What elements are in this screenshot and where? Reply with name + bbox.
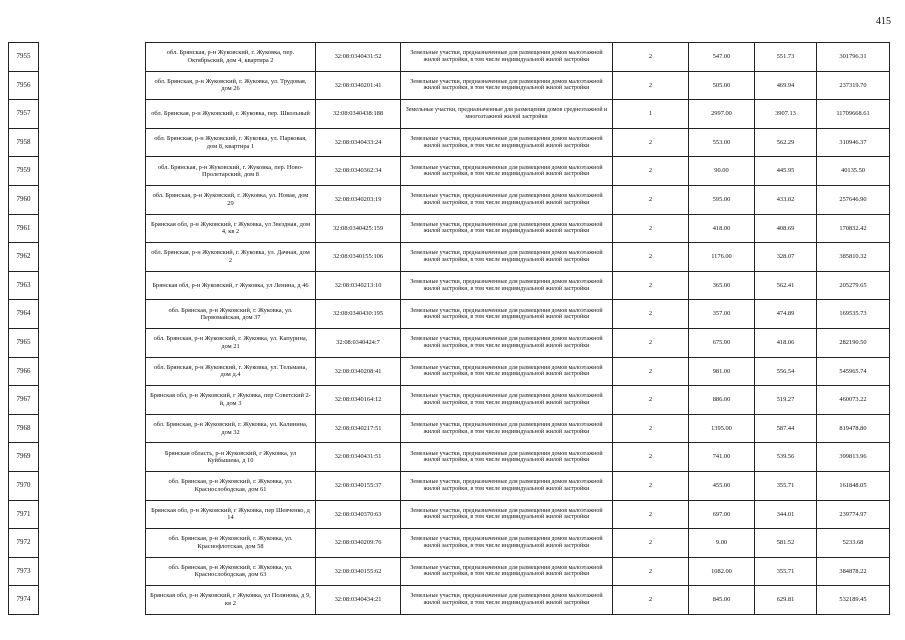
cadastral-value-cell: 205279.65	[817, 271, 890, 300]
row-number: 7972	[9, 529, 39, 558]
blank-cell	[39, 557, 146, 586]
land-use-cell: Земельные участки, предназначенные для размещения домов малоэтажной жилой застройки, в том числе индивидуальной жилой застройки	[401, 557, 613, 586]
group-cell: 2	[613, 557, 689, 586]
cadastral-number-cell: 32:08:0340425:159	[316, 214, 401, 243]
cadastral-value-cell: 161848.05	[817, 471, 890, 500]
row-number: 7961	[9, 214, 39, 243]
blank-cell	[39, 586, 146, 615]
cadastral-number-cell: 32:08:0340155:62	[316, 557, 401, 586]
table-row	[9, 43, 890, 72]
address-cell: обл. Брянская, р-н Жуковский, г. Жуковка, ул. Краснослободская, дом 63	[146, 557, 316, 586]
area-cell: 1395.00	[689, 414, 755, 443]
group-cell: 2	[613, 71, 689, 100]
address-cell: обл. Брянская, р-н Жуковский, г. Жуковка, ул. Краснофлотская, дом 58	[146, 529, 316, 558]
cadastral-number-cell: 32:08:0340213:10	[316, 271, 401, 300]
area-cell: 1176.00	[689, 243, 755, 272]
group-cell: 2	[613, 214, 689, 243]
table-row	[9, 357, 890, 386]
specific-value-cell: 328.07	[755, 243, 817, 272]
cadastral-number-cell: 32:08:0340201:41	[316, 71, 401, 100]
table-row	[9, 214, 890, 243]
cadastral-value-cell: 460073.22	[817, 386, 890, 415]
blank-cell	[39, 214, 146, 243]
land-use-cell: Земельные участки, предназначенные для размещения домов малоэтажной жилой застройки, в том числе индивидуальной жилой застройки	[401, 500, 613, 529]
land-use-cell: Земельные участки, предназначенные для размещения домов малоэтажной жилой застройки, в том числе индивидуальной жилой застройки	[401, 357, 613, 386]
cadastral-value-cell: 169535.73	[817, 300, 890, 329]
address-cell: Брянская область, р-н Жуковский, г Жуковка, ул Куйбышева, д 10	[146, 443, 316, 472]
blank-cell	[39, 43, 146, 72]
cadastral-value-cell: 301796.31	[817, 43, 890, 72]
cadastral-number-cell: 32:08:0340208:41	[316, 357, 401, 386]
group-cell: 2	[613, 185, 689, 214]
table-row	[9, 271, 890, 300]
address-cell: обл. Брянская, р-н Жуковский, г. Жуковка, ул. Новая, дом 29	[146, 185, 316, 214]
group-cell: 2	[613, 443, 689, 472]
blank-cell	[39, 185, 146, 214]
address-cell: обл. Брянская, р-н Жуковский, г. Жуковка, ул. Трудовая, дом 26	[146, 71, 316, 100]
cadastral-value-cell: 532189.45	[817, 586, 890, 615]
address-cell: Брянская обл, р-н Жуковский, г Жуковка, ул Ленина, д 46	[146, 271, 316, 300]
group-cell: 2	[613, 357, 689, 386]
specific-value-cell: 418.06	[755, 328, 817, 357]
cadastral-value-cell: 545965.74	[817, 357, 890, 386]
row-number: 7968	[9, 414, 39, 443]
blank-cell	[39, 529, 146, 558]
blank-cell	[39, 71, 146, 100]
land-use-cell: Земельные участки, предназначенные для размещения домов малоэтажной жилой застройки, в том числе индивидуальной жилой застройки	[401, 471, 613, 500]
address-cell: обл. Брянская, р-н Жуковский, г. Жуковка, ул. Дачная, дом 2	[146, 243, 316, 272]
cadastral-value-table	[8, 42, 890, 615]
group-cell: 2	[613, 300, 689, 329]
row-number: 7957	[9, 100, 39, 129]
blank-cell	[39, 443, 146, 472]
land-use-cell: Земельные участки, предназначенные для размещения домов малоэтажной жилой застройки, в том числе индивидуальной жилой застройки	[401, 529, 613, 558]
cadastral-value-cell: 237319.70	[817, 71, 890, 100]
cadastral-number-cell: 32:08:0340431:52	[316, 43, 401, 72]
specific-value-cell: 474.89	[755, 300, 817, 329]
address-cell: Брянская обл, р-н Жуковский, г Жуковка, ул Звездная, дом 4, кв 2	[146, 214, 316, 243]
table-row	[9, 557, 890, 586]
address-cell: обл. Брянская, р-н Жуковский, г. Жуковка, ул. Первомайская, дом 37	[146, 300, 316, 329]
table-body	[9, 43, 890, 615]
blank-cell	[39, 357, 146, 386]
row-number: 7973	[9, 557, 39, 586]
row-number: 7970	[9, 471, 39, 500]
address-cell: обл. Брянская, р-н Жуковский, г. Жуковка, пер. Школьный	[146, 100, 316, 129]
row-number: 7962	[9, 243, 39, 272]
group-cell: 2	[613, 328, 689, 357]
blank-cell	[39, 243, 146, 272]
specific-value-cell: 562.29	[755, 128, 817, 157]
table-row	[9, 71, 890, 100]
row-number: 7974	[9, 586, 39, 615]
group-cell: 2	[613, 271, 689, 300]
specific-value-cell: 629.81	[755, 586, 817, 615]
address-cell: Брянская обл, р-н Жуковский, г Жуковка, пер Советский 2-й, дом 3	[146, 386, 316, 415]
land-use-cell: Земельные участки, предназначенные для размещения домов малоэтажной жилой застройки, в том числе индивидуальной жилой застройки	[401, 157, 613, 186]
cadastral-number-cell: 32:08:0340362:34	[316, 157, 401, 186]
land-use-cell: Земельные участки, предназначенные для размещения домов малоэтажной жилой застройки, в том числе индивидуальной жилой застройки	[401, 128, 613, 157]
row-number: 7969	[9, 443, 39, 472]
land-use-cell: Земельные участки, предназначенные для размещения домов малоэтажной жилой застройки, в том числе индивидуальной жилой застройки	[401, 300, 613, 329]
table-row	[9, 443, 890, 472]
group-cell: 2	[613, 529, 689, 558]
blank-cell	[39, 500, 146, 529]
group-cell: 1	[613, 100, 689, 129]
table-row	[9, 414, 890, 443]
blank-cell	[39, 386, 146, 415]
cadastral-value-cell: 11709668.61	[817, 100, 890, 129]
specific-value-cell: 344.01	[755, 500, 817, 529]
cadastral-number-cell: 32:08:0340209:76	[316, 529, 401, 558]
cadastral-number-cell: 32:08:0340433:24	[316, 128, 401, 157]
land-use-cell: Земельные участки, предназначенные для размещения домов малоэтажной жилой застройки, в том числе индивидуальной жилой застройки	[401, 586, 613, 615]
blank-cell	[39, 271, 146, 300]
address-cell: обл. Брянская, р-н Жуковский, г. Жуковка, ул. Капурина, дом 21	[146, 328, 316, 357]
group-cell: 2	[613, 586, 689, 615]
cadastral-number-cell: 32:08:0340424:7	[316, 328, 401, 357]
land-use-cell: Земельные участки, предназначенные для размещения домов малоэтажной жилой застройки, в том числе индивидуальной жилой застройки	[401, 271, 613, 300]
area-cell: 2997.00	[689, 100, 755, 129]
group-cell: 2	[613, 500, 689, 529]
land-use-cell: Земельные участки, предназначенные для размещения домов малоэтажной жилой застройки, в том числе индивидуальной жилой застройки	[401, 443, 613, 472]
cadastral-number-cell: 32:08:0340434:21	[316, 586, 401, 615]
cadastral-value-cell: 385810.32	[817, 243, 890, 272]
group-cell: 2	[613, 471, 689, 500]
row-number: 7964	[9, 300, 39, 329]
area-cell: 675.00	[689, 328, 755, 357]
specific-value-cell: 551.73	[755, 43, 817, 72]
group-cell: 2	[613, 243, 689, 272]
row-number: 7965	[9, 328, 39, 357]
cadastral-value-cell: 399813.96	[817, 443, 890, 472]
cadastral-value-cell: 5233.68	[817, 529, 890, 558]
table-row	[9, 157, 890, 186]
specific-value-cell: 469.94	[755, 71, 817, 100]
blank-cell	[39, 300, 146, 329]
cadastral-number-cell: 32:08:0340164:12	[316, 386, 401, 415]
area-cell: 1082.00	[689, 557, 755, 586]
row-number: 7955	[9, 43, 39, 72]
area-cell: 886.00	[689, 386, 755, 415]
group-cell: 2	[613, 386, 689, 415]
row-number: 7959	[9, 157, 39, 186]
row-number: 7963	[9, 271, 39, 300]
row-number: 7960	[9, 185, 39, 214]
table-row	[9, 300, 890, 329]
specific-value-cell: 445.95	[755, 157, 817, 186]
address-cell: обл. Брянская, р-н Жуковский, г. Жуковка, ул. Парковая, дом 8, квартира 1	[146, 128, 316, 157]
land-use-cell: Земельные участки, предназначенные для размещения домов среднеэтажной и многоэтажной жилой застройки	[401, 100, 613, 129]
area-cell: 357.00	[689, 300, 755, 329]
table-row	[9, 586, 890, 615]
area-cell: 595.00	[689, 185, 755, 214]
land-use-cell: Земельные участки, предназначенные для размещения домов малоэтажной жилой застройки, в том числе индивидуальной жилой застройки	[401, 328, 613, 357]
specific-value-cell: 519.27	[755, 386, 817, 415]
cadastral-value-cell: 384878.22	[817, 557, 890, 586]
table-row	[9, 185, 890, 214]
specific-value-cell: 355.71	[755, 557, 817, 586]
area-cell: 553.00	[689, 128, 755, 157]
cadastral-number-cell: 32:08:0340155:37	[316, 471, 401, 500]
specific-value-cell: 408.69	[755, 214, 817, 243]
table-row	[9, 328, 890, 357]
area-cell: 90.00	[689, 157, 755, 186]
address-cell: обл. Брянская, р-н Жуковский, г. Жуковка, пер. Октябрьский, дом 4, квартира 2	[146, 43, 316, 72]
address-cell: Брянская обл, р-н Жуковский, г Жуковка, ул Полянова, д 9, кв 2	[146, 586, 316, 615]
address-cell: обл. Брянская, р-н Жуковский, г. Жуковка, ул. Краснослободская, дом 61	[146, 471, 316, 500]
specific-value-cell: 3907.13	[755, 100, 817, 129]
address-cell: обл. Брянская, р-н Жуковский, г. Жуковка, ул. Калинина, дом 32	[146, 414, 316, 443]
cadastral-value-cell: 257646.90	[817, 185, 890, 214]
table-row	[9, 471, 890, 500]
area-cell: 697.00	[689, 500, 755, 529]
area-cell: 365.00	[689, 271, 755, 300]
cadastral-value-cell: 819478.80	[817, 414, 890, 443]
page-number: 415	[876, 16, 891, 27]
group-cell: 2	[613, 414, 689, 443]
table-row	[9, 100, 890, 129]
specific-value-cell: 539.56	[755, 443, 817, 472]
cadastral-value-cell: 310946.37	[817, 128, 890, 157]
cadastral-number-cell: 32:08:0340438:188	[316, 100, 401, 129]
address-cell: обл. Брянская, р-н Жуковский, г. Жуковка, пер. Ново-Пролетарский, дом 8	[146, 157, 316, 186]
address-cell: Брянская обл, р-н Жуковский, г Жуковка, пер Шевченко, д 14	[146, 500, 316, 529]
address-cell: обл. Брянская, р-н Жуковский, г. Жуковка, ул. Тельмана, дом д.4	[146, 357, 316, 386]
cadastral-value-cell: 282190.50	[817, 328, 890, 357]
specific-value-cell: 581.52	[755, 529, 817, 558]
cadastral-value-cell: 239774.97	[817, 500, 890, 529]
table-row	[9, 386, 890, 415]
area-cell: 741.00	[689, 443, 755, 472]
specific-value-cell: 587.44	[755, 414, 817, 443]
cadastral-number-cell: 32:08:0340370:63	[316, 500, 401, 529]
specific-value-cell: 562.41	[755, 271, 817, 300]
specific-value-cell: 433.02	[755, 185, 817, 214]
blank-cell	[39, 471, 146, 500]
table-row	[9, 529, 890, 558]
specific-value-cell: 355.71	[755, 471, 817, 500]
cadastral-number-cell: 32:08:0340431:51	[316, 443, 401, 472]
table-row	[9, 128, 890, 157]
land-use-cell: Земельные участки, предназначенные для размещения домов малоэтажной жилой застройки, в том числе индивидуальной жилой застройки	[401, 414, 613, 443]
area-cell: 547.00	[689, 43, 755, 72]
row-number: 7967	[9, 386, 39, 415]
land-use-cell: Земельные участки, предназначенные для размещения домов малоэтажной жилой застройки, в том числе индивидуальной жилой застройки	[401, 185, 613, 214]
cadastral-number-cell: 32:08:0340217:51	[316, 414, 401, 443]
row-number: 7956	[9, 71, 39, 100]
cadastral-number-cell: 32:08:0340430:195	[316, 300, 401, 329]
group-cell: 2	[613, 157, 689, 186]
specific-value-cell: 556.54	[755, 357, 817, 386]
blank-cell	[39, 157, 146, 186]
land-use-cell: Земельные участки, предназначенные для размещения домов малоэтажной жилой застройки, в том числе индивидуальной жилой застройки	[401, 243, 613, 272]
blank-cell	[39, 128, 146, 157]
cadastral-value-cell: 170832.42	[817, 214, 890, 243]
cadastral-value-cell: 40135.50	[817, 157, 890, 186]
group-cell: 2	[613, 43, 689, 72]
group-cell: 2	[613, 128, 689, 157]
area-cell: 505.00	[689, 71, 755, 100]
blank-cell	[39, 328, 146, 357]
table-row	[9, 500, 890, 529]
row-number: 7966	[9, 357, 39, 386]
area-cell: 981.00	[689, 357, 755, 386]
area-cell: 845.00	[689, 586, 755, 615]
land-use-cell: Земельные участки, предназначенные для размещения домов малоэтажной жилой застройки, в том числе индивидуальной жилой застройки	[401, 43, 613, 72]
cadastral-number-cell: 32:08:0340155:106	[316, 243, 401, 272]
area-cell: 455.00	[689, 471, 755, 500]
row-number: 7958	[9, 128, 39, 157]
land-use-cell: Земельные участки, предназначенные для размещения домов малоэтажной жилой застройки, в том числе индивидуальной жилой застройки	[401, 214, 613, 243]
area-cell: 9.00	[689, 529, 755, 558]
row-number: 7971	[9, 500, 39, 529]
land-use-cell: Земельные участки, предназначенные для размещения домов малоэтажной жилой застройки, в том числе индивидуальной жилой застройки	[401, 71, 613, 100]
area-cell: 418.00	[689, 214, 755, 243]
cadastral-number-cell: 32:08:0340203:19	[316, 185, 401, 214]
table-row	[9, 243, 890, 272]
land-use-cell: Земельные участки, предназначенные для размещения домов малоэтажной жилой застройки, в том числе индивидуальной жилой застройки	[401, 386, 613, 415]
blank-cell	[39, 414, 146, 443]
blank-cell	[39, 100, 146, 129]
